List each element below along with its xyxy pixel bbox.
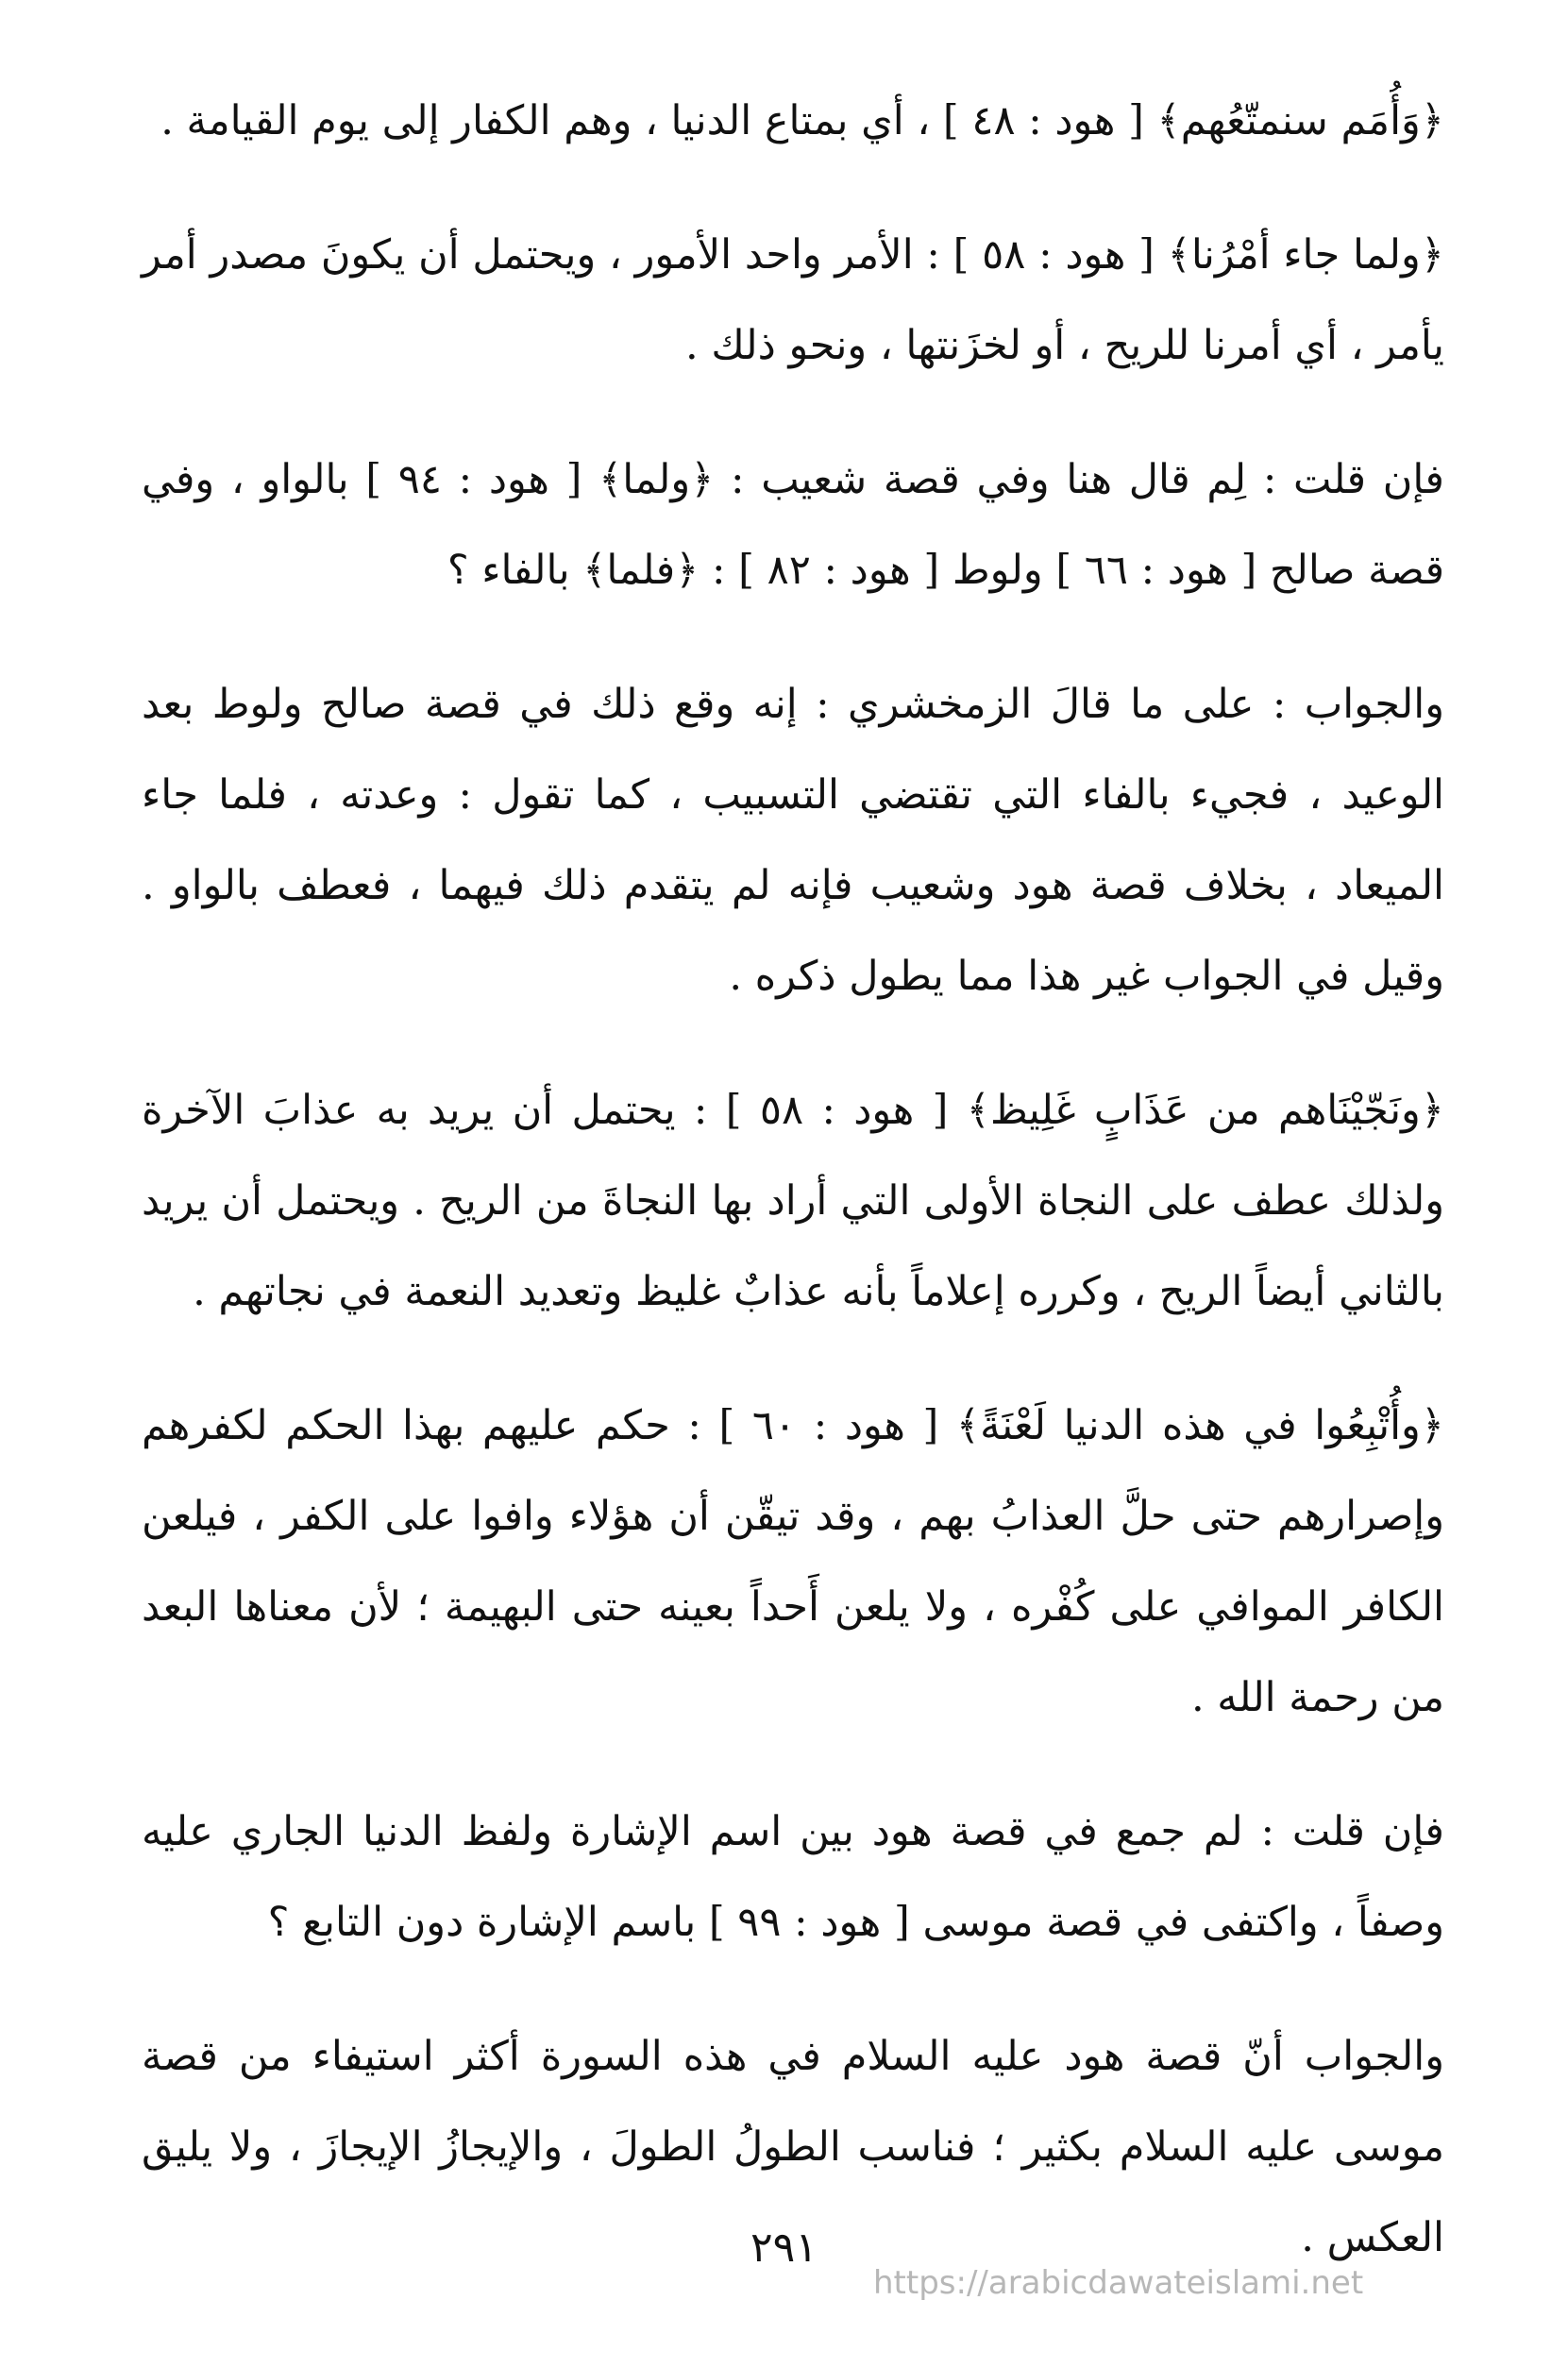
paragraph-2: ﴿ولما جاء أمْرُنا﴾ [ هود : ٥٨ ] : الأمر واحد الأمور ، ويحتمل أن يكونَ مصدر أمر يأمر ، أي أمرنا للريح ، أو لخزَنتها ، ونحو ذلك . [142,231,1444,369]
paragraph-3: فإن قلت : لِم قال هنا وفي قصة شعيب : ﴿ولما﴾ [ هود : ٩٤ ] بالواو ، وفي قصة صالح [ هود : ٦٦ ] ولوط [ هود : ٨٢ ] : ﴿فلما﴾ بالفاء ؟ [142,456,1444,594]
paragraph-7: فإن قلت : لم جمع في قصة هود بين اسم الإشارة ولفظ الدنيا الجاري عليه وصفاً ، واكتفى في قصة موسى [ هود : ٩٩ ] باسم الإشارة دون التابع ؟ [142,1808,1444,1946]
paragraph-4: والجواب : على ما قالَ الزمخشري : إنه وقع ذلك في قصة صالح ولوط بعد الوعيد ، فجيء بالفاء التي تقتضي التسبيب ، كما تقول : وعدته ، فلما جاء الميعاد ، بخلاف قصة هود وشعيب فإنه لم يتقدم ذلك فيهما ، فعطف بالواو . وقيل في الجواب غير هذا مما يطول ذكره . [142,681,1444,1000]
paragraph-1: ﴿وَأُمَم سنمتّعُهم﴾ [ هود : ٤٨ ] ، أي بمتاع الدنيا ، وهم الكفار إلى يوم القيامة . [160,97,1444,144]
watermark-url: https://arabicdawateislami.net [873,2264,1364,2302]
paragraph-5: ﴿ونَجّيْنَاهم من عَذَابٍ غَلِيظ﴾ [ هود : ٥٨ ] : يحتمل أن يريد به عذابَ الآخرة ولذلك عطف على النجاة الأولى التي أراد بها النجاةَ من الريح . ويحتمل أن يريد بالثاني أيضاً الريح ، وكرره إعلاماً بأنه عذابٌ غليظ وتعديد النعمة في نجاتهم . [142,1087,1444,1315]
paragraph-6: ﴿وأُتْبِعُوا في هذه الدنيا لَعْنَةً﴾ [ هود : ٦٠ ] : حكم عليهم بهذا الحكم لكفرهم وإصرارهم حتى حلَّ العذابُ بهم ، وقد تيقّن أن هؤلاء وافوا على الكفر ، فيلعن الكافر الموافي على كُفْره ، ولا يلعن أَحداً بعينه حتى البهيمة ؛ لأن معناها البعد من رحمة الله . [142,1402,1445,1721]
paragraph-8: والجواب أنّ قصة هود عليه السلام في هذه السورة أكثر استيفاء من قصة موسى عليه السلام بكثير ؛ فناسب الطولُ الطولَ ، والإيجازُ الإيجازَ ، ولا يليق العكس . [142,2033,1444,2261]
page-number: ٢٩١ [750,2224,818,2272]
